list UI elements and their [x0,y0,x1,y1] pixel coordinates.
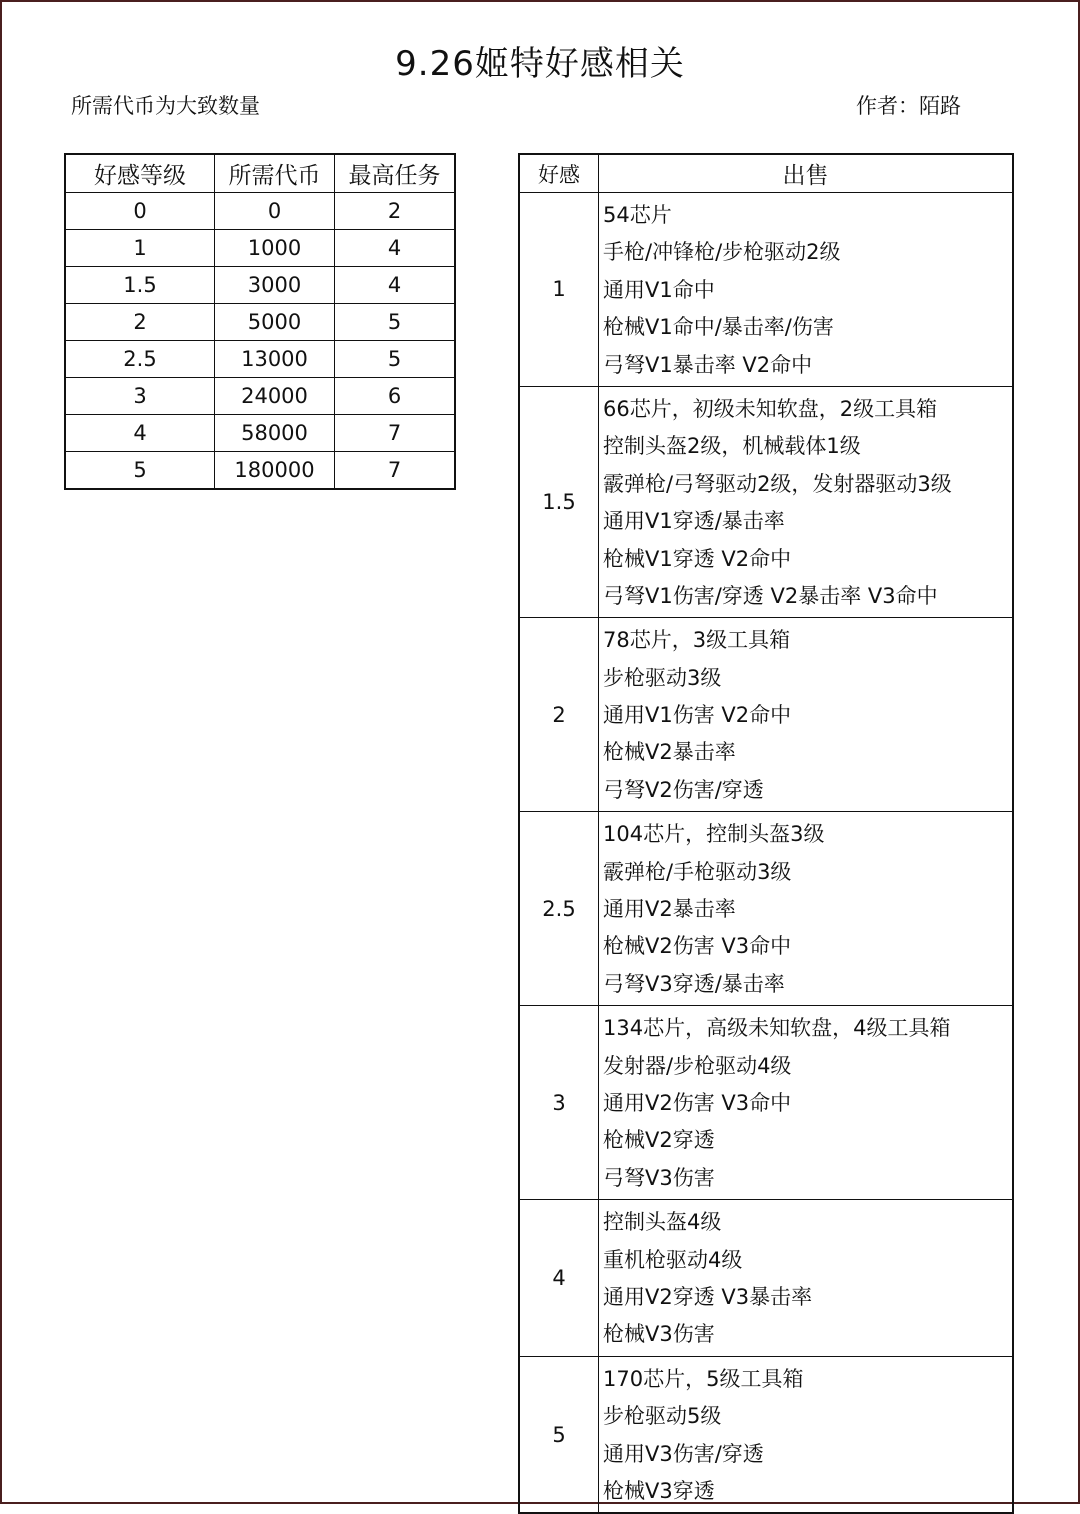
cell-affinity-level: 4 [65,415,215,452]
table-row [65,267,455,304]
cell-required-tokens: 0 [215,193,335,230]
table-row [519,1356,1013,1513]
table-row [519,386,1013,617]
table-row [519,812,1013,1006]
sale-item: 通用V3伤害/穿透 [603,1441,764,1466]
sale-item: 66芯片，初级未知软盘，2级工具箱 [603,396,938,421]
cell-max-mission: 2 [335,193,456,230]
table-row [519,193,1013,387]
table-row [65,452,455,490]
sale-item: 枪械V2穿透 [603,1128,715,1153]
table-row [65,341,455,378]
sale-item: 枪械V2暴击率 [603,740,736,765]
table-row [65,304,455,341]
cell-affinity: 2 [519,618,599,812]
sale-item: 通用V2暴击率 [603,897,736,922]
cell-sale-items [599,1356,1014,1513]
sale-item: 弓弩V3穿透/暴击率 [603,971,785,996]
cell-affinity: 5 [519,1356,599,1513]
cell-max-mission: 5 [335,304,456,341]
cell-max-mission: 7 [335,452,456,490]
sale-item: 弓弩V2伤害/穿透 [603,777,764,802]
cell-required-tokens: 3000 [215,267,335,304]
sale-item: 控制头盔2级，机械载体1级 [603,434,861,459]
sale-item: 控制头盔4级 [603,1210,722,1235]
sale-item: 弓弩V3伤害 [603,1165,715,1190]
cell-sale-items [599,193,1014,387]
sale-item: 重机枪驱动4级 [603,1247,743,1272]
cell-max-mission: 6 [335,378,456,415]
cell-required-tokens: 180000 [215,452,335,490]
author-label: 作者：陌路 [856,94,961,118]
sale-item: 枪械V3穿透 [603,1478,715,1503]
affinity-shop-table [518,153,1014,1514]
sale-item: 通用V2穿透 V3暴击率 [603,1284,813,1309]
sale-item: 枪械V1穿透 V2命中 [603,546,792,571]
cell-required-tokens: 24000 [215,378,335,415]
cell-max-mission: 5 [335,341,456,378]
cell-required-tokens: 13000 [215,341,335,378]
table-row [65,415,455,452]
cell-affinity-level: 3 [65,378,215,415]
cell-sale-items [599,812,1014,1006]
cell-affinity-level: 2.5 [65,341,215,378]
sale-item: 170芯片，5级工具箱 [603,1366,804,1391]
header-affinity: 好感 [519,154,599,193]
sale-item: 发射器/步枪驱动4级 [603,1053,792,1078]
token-note: 所需代币为大致数量 [71,94,260,118]
table-row [519,1006,1013,1200]
cell-affinity-level: 0 [65,193,215,230]
cell-sale-items [599,386,1014,617]
header-required-tokens: 所需代币 [215,154,335,193]
cell-max-mission: 4 [335,267,456,304]
cell-max-mission: 4 [335,230,456,267]
cell-affinity: 2.5 [519,812,599,1006]
table-header-row [519,154,1013,193]
sale-item: 步枪驱动5级 [603,1404,722,1429]
page-title: 9.26姬特好感相关 [395,44,685,84]
cell-required-tokens: 58000 [215,415,335,452]
cell-required-tokens: 1000 [215,230,335,267]
affinity-cost-table [64,153,456,490]
sale-item: 通用V1穿透/暴击率 [603,509,785,534]
header-affinity-level: 好感等级 [65,154,215,193]
cell-sale-items [599,1200,1014,1357]
cell-affinity-level: 1.5 [65,267,215,304]
sale-item: 通用V1命中 [603,277,715,302]
sale-item: 134芯片，高级未知软盘，4级工具箱 [603,1016,951,1041]
cell-affinity: 3 [519,1006,599,1200]
cell-affinity: 1.5 [519,386,599,617]
sale-item: 弓弩V1伤害/穿透 V2暴击率 V3命中 [603,583,938,608]
cell-max-mission: 7 [335,415,456,452]
sale-item: 通用V2伤害 V3命中 [603,1090,792,1115]
sale-item: 通用V1伤害 V2命中 [603,703,792,728]
sale-item: 霰弹枪/弓弩驱动2级，发射器驱动3级 [603,471,952,496]
table-row [519,618,1013,812]
sale-item: 54芯片 [603,203,672,227]
cell-required-tokens: 5000 [215,304,335,341]
table-row [65,230,455,267]
sale-item: 78芯片，3级工具箱 [603,628,791,653]
table-header-row [65,154,455,193]
cell-affinity-level: 1 [65,230,215,267]
cell-sale-items [599,618,1014,812]
cell-affinity: 1 [519,193,599,387]
table-row [65,378,455,415]
sale-item: 枪械V1命中/暴击率/伤害 [603,315,834,340]
sale-item: 步枪驱动3级 [603,665,722,690]
sale-item: 枪械V2伤害 V3命中 [603,934,792,959]
cell-affinity: 4 [519,1200,599,1357]
header-for-sale: 出售 [599,154,1014,193]
header-max-mission: 最高任务 [335,154,456,193]
cell-affinity-level: 2 [65,304,215,341]
cell-sale-items [599,1006,1014,1200]
table-row [65,193,455,230]
cell-affinity-level: 5 [65,452,215,490]
table-row [519,1200,1013,1357]
sale-item: 枪械V3伤害 [603,1322,715,1347]
sale-item: 手枪/冲锋枪/步枪驱动2级 [603,240,841,265]
sale-item: 弓弩V1暴击率 V2命中 [603,352,813,377]
sale-item: 霰弹枪/手枪驱动3级 [603,859,792,884]
sale-item: 104芯片，控制头盔3级 [603,822,825,847]
